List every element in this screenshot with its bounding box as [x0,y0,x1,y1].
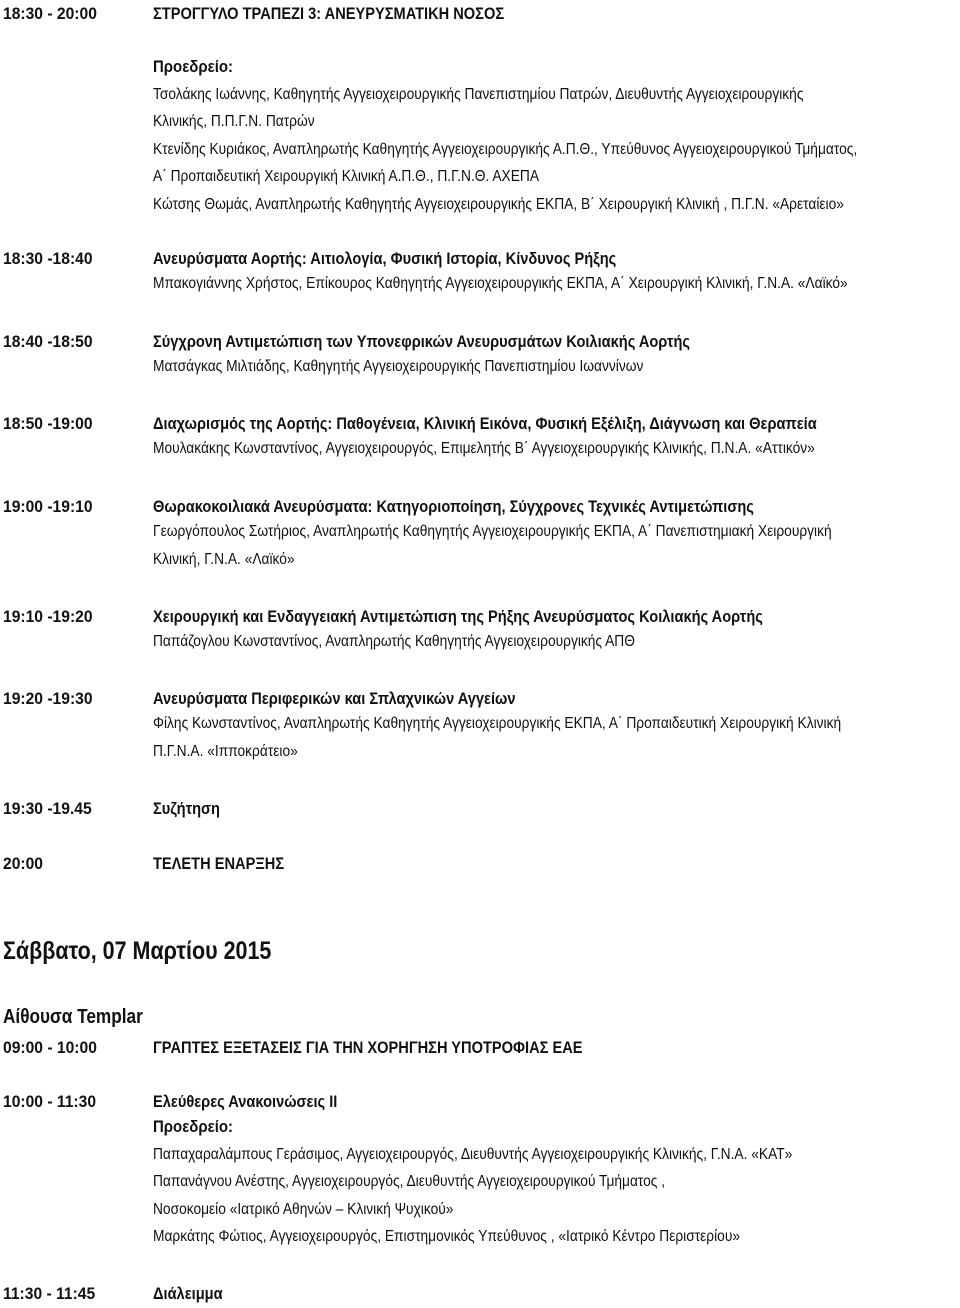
session-content [153,331,953,381]
session-content [153,496,953,573]
session-content [153,688,953,765]
session-title: Θωρακοκοιλιακά Ανευρύσματα: Κατηγοριοποίηση, Σύγχρονες Τεχνικές Αντιμετώπισης [153,497,754,516]
speaker-line: Κλινική, Γ.Ν.Α. «Λαϊκό» [153,550,295,568]
session-time: 20:00 [3,854,44,873]
session-title: ΓΡΑΠΤΕΣ ΕΞΕΤΑΣΕΙΣ ΓΙΑ ΤΗΝ ΧΟΡΗΓΗΣΗ ΥΠΟΤΡΟΦΙΑΣ ΕΑΕ [153,1038,583,1057]
day-heading: Σάββατο, 07 Μαρτίου 2015 [3,937,272,965]
chair-line: Τσολάκης Ιωάννης, Καθηγητής Αγγειοχειρουργικής Πανεπιστημίου Πατρών, Διευθυντής Αγγειοχειρουργικής [153,85,804,103]
chair-line: Κτενίδης Κυριάκος, Αναπληρωτής Καθηγητής Αγγειοχειρουργικής Α.Π.Θ., Υπεύθυνος Αγγειοχειρουργικού Τμήματος, [153,140,858,158]
session-title: ΣΤΡΟΓΓΥΛΟ ΤΡΑΠΕΖΙ 3: ΑΝΕΥΡΥΣΜΑΤΙΚΗ ΝΟΣΟΣ [153,4,505,23]
session-content [153,853,953,875]
speaker-line: Μουλακάκης Κωνσταντίνος, Αγγειοχειρουργός, Επιμελητής Β΄ Αγγειοχειρουργικής Κλινικής, Π.Ν.Α. «Αττικόν» [153,440,815,457]
chair-line: Παπανάγνου Ανέστης, Αγγειοχειρουργός, Διευθυντής Αγγειοχειρουργικού Τμήματος , [153,1173,666,1190]
session-title: Συζήτηση [153,799,220,818]
session-title: Ανευρύσματα Περιφερικών και Σπλαχνικών Αγγείων [153,689,516,708]
session-content [153,798,953,820]
chair-label: Προεδρείο: [153,1117,234,1136]
session-time: 19:00 -19:10 [3,497,93,516]
chair-line: Κλινικής, Π.Π.Γ.Ν. Πατρών [153,113,315,130]
session-content [153,3,953,218]
session-time: 18:30 -18:40 [3,249,93,268]
speaker-line: Παπάζογλου Κωνσταντίνος, Αναπληρωτής Καθηγητής Αγγειοχειρουργικής ΑΠΘ [153,633,635,650]
session-content [153,413,953,463]
session-title: Ελεύθερες Ανακοινώσεις ΙΙ [153,1092,338,1111]
session-time: 19:30 -19.45 [3,799,92,818]
session-title: Διάλειμμα [153,1284,223,1303]
speaker-line: Γεωργόπουλος Σωτήριος, Αναπληρωτής Καθηγητής Αγγειοχειρουργικής ΕΚΠΑ, Α΄ Πανεπιστημιακή Χειρουργική [153,523,832,540]
session-time: 18:40 -18:50 [3,332,93,351]
session-title: Σύγχρονη Αντιμετώπιση των Υπονεφρικών Ανευρυσμάτων Κοιλιακής Αορτής [153,332,691,351]
session-title: Διαχωρισμός της Αορτής: Παθογένεια, Κλινική Εικόνα, Φυσική Εξέλιξη, Διάγνωση και Θεραπεία [153,414,817,433]
speaker-line: Μπακογιάννης Χρήστος, Επίκουρος Καθηγητής Αγγειοχειρουργικής ΕΚΠΑ, Α΄ Χειρουργική Κλινική, Γ.Ν.Α. «Λαϊκό» [153,275,848,292]
session-title: Χειρουργική και Ενδαγγειακή Αντιμετώπιση της Ρήξης Ανευρύσματος Κοιλιακής Αορτής [153,607,763,626]
session-time: 18:30 - 20:00 [3,4,97,23]
session-time: 11:30 - 11:45 [3,1284,96,1303]
session-time: 09:00 - 10:00 [3,1038,97,1057]
chair-line: Νοσοκομείο «Ιατρικό Αθηνών – Κλινική Ψυχικού» [153,1200,454,1218]
chair-label: Προεδρείο: [153,57,234,76]
session-content [153,248,953,298]
session-time: 10:00 - 11:30 [3,1092,97,1111]
session-title: Ανευρύσματα Αορτής: Αιτιολογία, Φυσική Ιστορία, Κίνδυνος Ρήξης [153,249,617,268]
chair-line: Α΄ Προπαιδευτική Χειρουργική Κλινική Α.Π.Θ., Π.Γ.Ν.Θ. ΑΧΕΠΑ [153,168,540,185]
chair-line: Κώτσης Θωμάς, Αναπληρωτής Καθηγητής Αγγειοχειρουργικής ΕΚΠΑ, Β΄ Χειρουργική Κλινική , Π.Γ.Ν. «Αρεταίειο» [153,195,844,213]
session-content [153,1091,953,1251]
session-time: 19:10 -19:20 [3,607,93,626]
speaker-line: Ματσάγκας Μιλτιάδης, Καθηγητής Αγγειοχειρουργικής Πανεπιστημίου Ιωαννίνων [153,358,644,375]
speaker-line: Φίλης Κωνσταντίνος, Αναπληρωτής Καθηγητής Αγγειοχειρουργικής ΕΚΠΑ, Α΄ Προπαιδευτική Χειρουργική Κλινική [153,715,842,732]
chair-line: Παπαχαραλάμπους Γεράσιμος, Αγγειοχειρουργός, Διευθυντής Αγγειοχειρουργικής Κλινικής, Γ.Ν.Α. «ΚΑΤ» [153,1145,793,1163]
session-content [153,1037,953,1059]
session-title: ΤΕΛΕΤΗ ΕΝΑΡΞΗΣ [153,854,285,873]
room-heading: Αίθουσα Templar [3,1006,143,1028]
session-content [153,1283,953,1305]
speaker-line: Π.Γ.Ν.Α. «Ιπποκράτειο» [153,742,298,760]
session-content [153,606,953,656]
session-time: 18:50 -19:00 [3,414,93,433]
chair-line: Μαρκάτης Φώτιος, Αγγειοχειρουργός, Επιστημονικός Υπεύθυνος , «Ιατρικό Κέντρο Περιστερίου» [153,1228,741,1245]
session-time: 19:20 -19:30 [3,689,93,708]
